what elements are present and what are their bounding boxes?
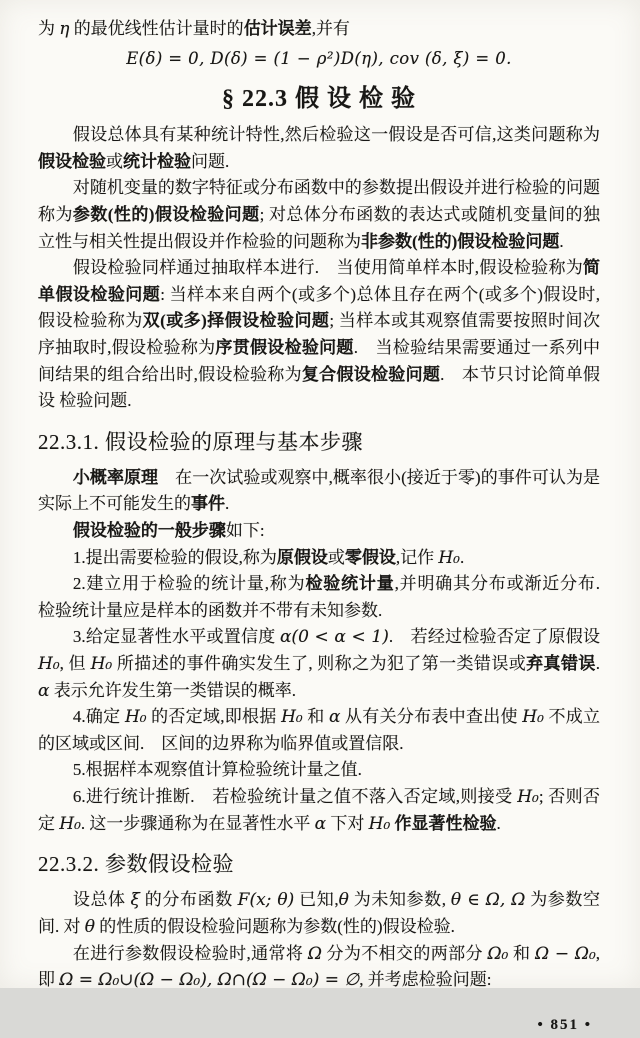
text-run: 如下: (225, 521, 265, 541)
step-6 (38, 784, 600, 837)
step-1 (38, 545, 600, 572)
bold-term: 复合假设检验问题 (301, 364, 441, 384)
text-run: . (559, 231, 564, 251)
step-4 (38, 704, 600, 757)
text-run: 问题. (191, 151, 230, 171)
math-inline: α(0 < α < 1) (279, 627, 389, 648)
math-inline: H₀ (281, 707, 303, 728)
math-inline: H₀ (38, 654, 60, 675)
text-run: 6.进行统计推断. 若检验统计量之值不落入否定域,则接受 (72, 786, 518, 806)
text-run: 4.确定 (72, 707, 125, 727)
text-run: 和 (302, 707, 330, 727)
bold-term: 简单假设检验问题 (38, 258, 600, 304)
text-run: 22.3.1. 假设检验的原理与基本步骤 (38, 429, 363, 454)
text-run: 在一次试验或观察中,概率很小(接近于零)的事件可认为是实际上不可能发生的 (38, 467, 600, 514)
intro-continuation-line (38, 16, 600, 43)
bold-term: 参数(性的)假设检验问题 (72, 204, 260, 224)
subsection-heading-22-3-1 (38, 430, 600, 454)
text-run: 2.建立用于检验的统计量,称为 (72, 574, 306, 594)
subsection-heading-22-3-2 (38, 852, 600, 876)
text-run: ; 对总体分布函数的表达式或随机变量间的独立性与相关性提出假设并作检验的问题称为 (38, 204, 600, 251)
bold-term: 零假设 (344, 547, 396, 567)
math-inline: H₀ (517, 786, 539, 807)
math-inline: Ω − Ω₀ (534, 943, 596, 964)
text-run: . (225, 494, 230, 514)
math-inline: α (38, 680, 50, 701)
text-run: 表示允许发生第一类错误的概率. (49, 680, 296, 700)
text-run: 设总体 (72, 890, 131, 910)
text-run: 在进行参数假设检验时,通常将 (72, 943, 308, 963)
math-inline: H₀ (124, 707, 147, 728)
math-inline: α (329, 707, 341, 728)
math-inline: H₀ (438, 547, 460, 568)
math-inline: ξ (130, 890, 140, 911)
text-run: 的分布函数 (139, 890, 238, 910)
text-run: 和 (508, 943, 535, 963)
text-run: 或 (327, 547, 345, 567)
text-run: 不成立的区域或区间. 区间的边界称为临界值或置信限. (38, 707, 601, 753)
bold-term: 检验统计量 (305, 574, 395, 594)
bold-term: 弃真错误 (526, 654, 596, 674)
text-run: ,并明确其分布或渐近分布. 检验统计量应是样本的函数并不带有未知参数. (38, 574, 618, 620)
text-run: 从有关分布表中查出使 (340, 707, 523, 727)
text-run: 或 (106, 151, 123, 171)
text-run: . (459, 547, 465, 567)
page-number: • 851 • (537, 1016, 592, 1033)
bold-term: 假设检验 (38, 151, 106, 171)
text-run: 的最优线性估计量时的 (69, 19, 244, 38)
text-run: ; 当样本或其观察值需要按照时间次序抽取时,假设检验称为 (38, 311, 600, 357)
text-run: . 这一步骤通称为在显著性水平 (80, 813, 315, 833)
text-run: 为 (38, 19, 60, 38)
text-run: 假设总体具有某种统计特性,然后检验这一假设是否可信,这类问题称为 (72, 125, 600, 145)
text-run: 22.3.2. 参数假设检验 (38, 852, 234, 877)
math-inline: H₀ (90, 654, 113, 675)
paragraph-parameter-space (38, 887, 600, 940)
math-inline: H₀ (522, 707, 544, 728)
math-inline: α (314, 813, 327, 834)
section-heading-22-3 (38, 86, 600, 114)
text-run: 的性质的假设检验问题称为参数(性的)假设检验. (95, 916, 455, 936)
text-run: , 即 (38, 943, 601, 990)
text-run: 3.给定显著性水平或置信度 (72, 627, 280, 647)
text-run: 1.提出需要检验的假设,称为 (72, 547, 277, 567)
bold-term: 序贯假设检验问题 (215, 337, 354, 357)
text-run: 的否定域,即根据 (146, 707, 282, 727)
text-run: 下对 (326, 813, 369, 833)
bold-term: 作显著性检验 (394, 813, 497, 833)
text-run: 5.根据样本观察值计算检验统计量之值. (72, 760, 362, 780)
text-run: 对随机变量的数字特征或分布函数中的参数提出假设并进行检验的问题称为 (38, 178, 600, 224)
paragraph-test-types (38, 255, 600, 415)
math-inline: E(δ) = 0, D(δ) = (1 − ρ²)D(η), cov (δ, ξ) = 0. (126, 48, 512, 68)
paragraph-parametric-vs-nonparametric (38, 175, 600, 255)
step-3 (38, 624, 600, 704)
text-run: 分为不相交的两部分 (321, 943, 488, 963)
text-run: . 当检验结果需要通过一系列中间结果的组合给出时,假设检验称为 (38, 337, 601, 384)
math-inline: θ ∈ Ω, Ω (450, 890, 526, 911)
math-inline: Ω (307, 943, 322, 964)
bold-term: 原假设 (276, 547, 328, 567)
math-inline: H₀ (368, 813, 391, 834)
math-inline: F(x; θ) (237, 890, 295, 911)
bold-term: 小概率原理 (72, 467, 159, 487)
page-content (38, 16, 618, 994)
text-run: 假设检验同样通过抽取样本进行. 当使用简单样本时,假设检验称为 (72, 258, 583, 278)
text-run: : 当样本来自两个(或多个)总体且存在两个(或多个)假设时,假设检验称为 (38, 284, 601, 331)
bold-term: 假设检验的一般步骤 (72, 521, 226, 541)
step-5 (38, 757, 600, 784)
text-run: ,记作 (395, 547, 439, 567)
text-run: , 但 (59, 654, 91, 674)
estimation-error-formula (38, 43, 600, 75)
bold-term: 估计误差 (243, 19, 312, 38)
text-run: ; 否则否定 (38, 786, 600, 833)
bold-term: 统计检验 (123, 151, 191, 171)
text-run: . (595, 654, 601, 674)
text-run: 为未知参数, (348, 890, 451, 910)
math-inline: Ω₀ (487, 943, 509, 964)
paragraph-definition (38, 122, 600, 175)
paragraph-omega-partition (38, 941, 600, 994)
text-run: 为参数空间. 对 (38, 890, 601, 936)
bold-term: 事件 (191, 494, 225, 514)
math-inline: H₀ (59, 813, 81, 834)
paragraph-small-probability-principle (38, 465, 600, 518)
text-run: 已知, (294, 890, 339, 910)
text-run: . (496, 813, 501, 833)
math-inline: θ (338, 890, 349, 911)
bold-term: 非参数(性的)假设检验问题 (361, 231, 560, 251)
text-run: ,并有 (311, 19, 350, 38)
math-inline: η (59, 19, 70, 39)
text-run: , 并考虑检验问题: (359, 970, 492, 990)
bold-term: 双(或多)择假设检验问题 (142, 311, 330, 331)
text-run: . 本节只讨论简单假设 检验问题. (38, 364, 601, 411)
paragraph-general-steps-lead (38, 518, 600, 545)
math-inline: Ω = Ω₀∪(Ω − Ω₀), Ω∩(Ω − Ω₀) = ∅ (59, 970, 360, 991)
text-run: . 若经过检验否定了原假设 (388, 627, 600, 647)
bold-term: § 22.3 假 设 检 验 (222, 85, 416, 112)
text-run: 所描述的事件确实发生了, 则称之为犯了第一类错误或 (112, 654, 527, 674)
step-2 (38, 571, 618, 624)
math-inline: θ (84, 916, 95, 937)
